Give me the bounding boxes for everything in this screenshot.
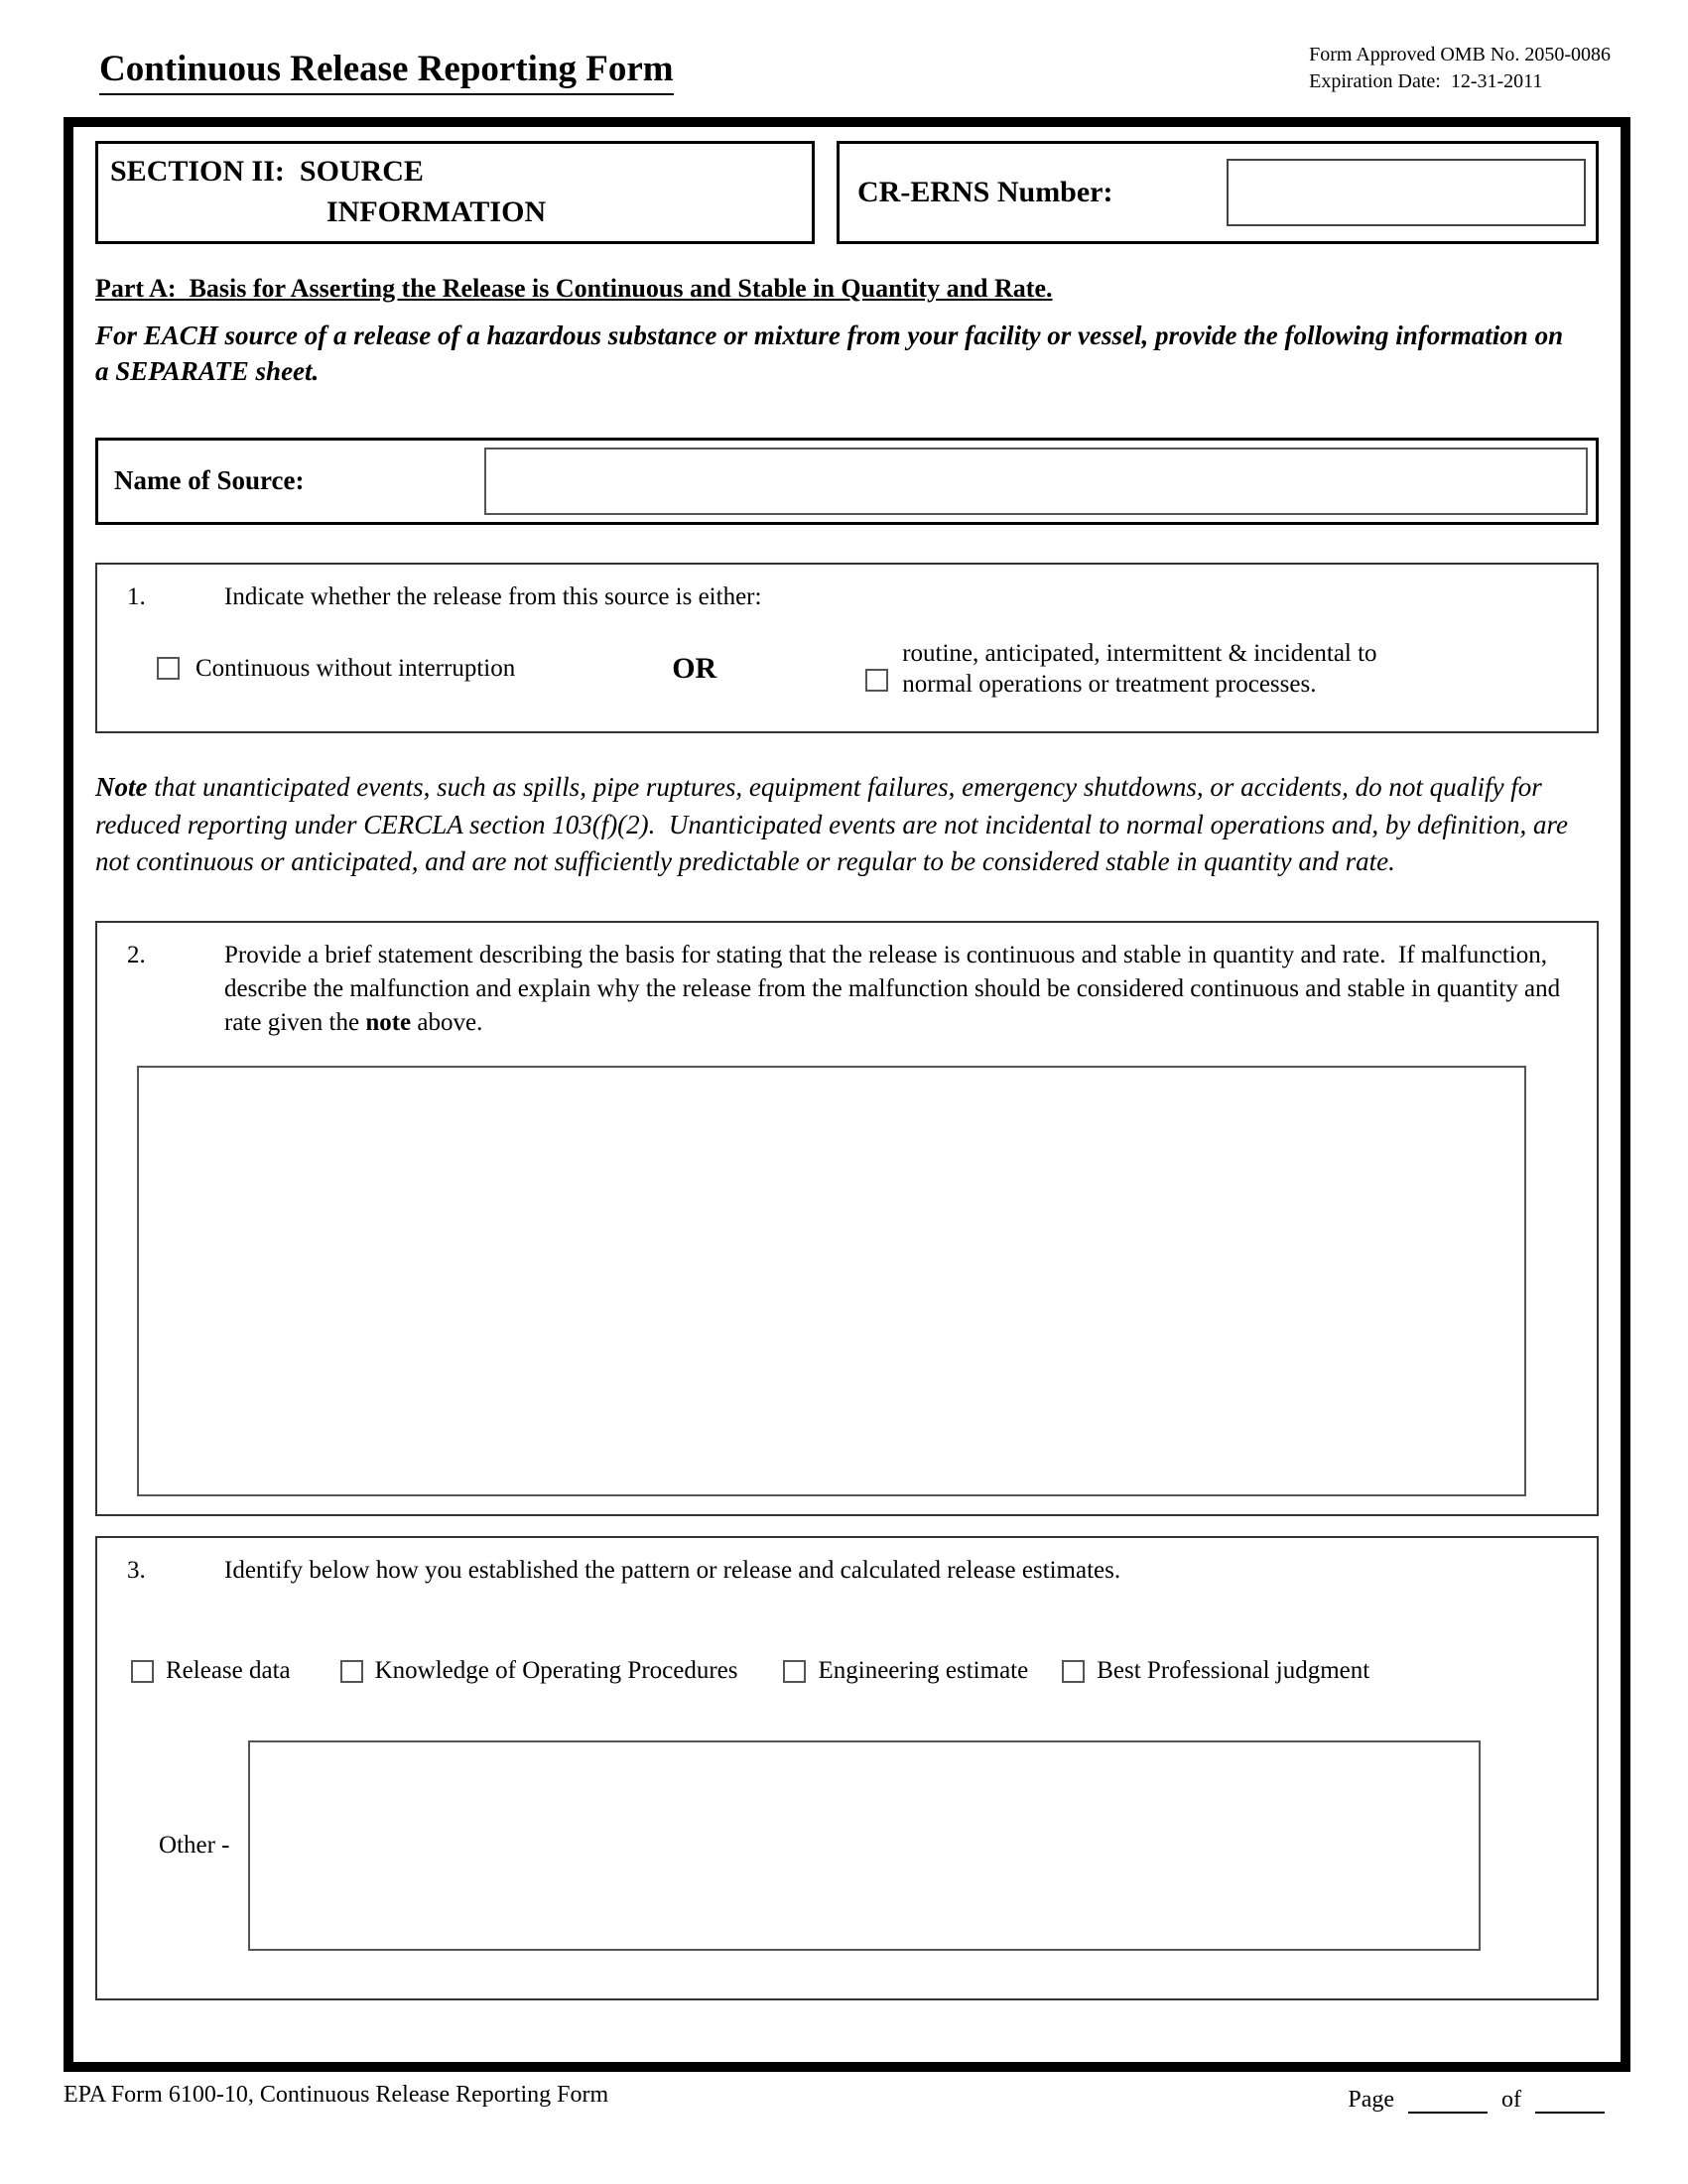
knowledge-option: [340, 1657, 738, 1685]
question-1-number: 1.: [127, 582, 146, 610]
continuous-label: Continuous without interruption: [195, 654, 516, 682]
question-2-prompt: [224, 939, 1573, 1039]
crerns-input[interactable]: [1227, 159, 1586, 226]
name-of-source-input[interactable]: [484, 448, 1588, 515]
crerns-label: CR-ERNS Number:: [857, 176, 1113, 208]
form-title: Continuous Release Reporting Form: [99, 48, 674, 95]
question-3-box: [95, 1536, 1599, 2000]
knowledge-label: Knowledge of Operating Procedures: [374, 1657, 738, 1685]
other-input[interactable]: [248, 1740, 1481, 1951]
routine-label: routine, anticipated, intermittent & incidental to normal operations or treatment processes.: [902, 639, 1377, 698]
section-title: [95, 141, 815, 244]
question-2-prompt-part1: Provide a brief statement describing the basis for stating that the release is continuous and stable in quantity and rate. If malfunction, describe the malfunction and explain why the release from the malfunction should be considered continuous and stable in quantity and rate given the: [224, 942, 1567, 1036]
section-title-line2: INFORMATION: [326, 194, 547, 228]
page-footer: [0, 2072, 1688, 2114]
note-body: that unanticipated events, such as spills, pipe ruptures, equipment failures, emergency shutdowns, or accidents, do not qualify for reduced reporting under CERCLA section 103(f)(2). Unanticipated events are not incidental to normal operations and, by definition, are not continuous or anticipated, and are not sufficiently predictable or regular to be considered stable in quantity and rate.: [95, 771, 1575, 877]
knowledge-checkbox[interactable]: [340, 1660, 363, 1683]
omb-approval-text: Form Approved OMB No. 2050-0086: [1309, 44, 1611, 65]
name-of-source-row: [95, 438, 1599, 525]
question-2-prompt-part2: above.: [411, 1008, 483, 1036]
question-3-prompt: Identify below how you established the pattern or release and calculated release estimates.: [224, 1557, 1121, 1585]
total-pages-blank[interactable]: [1535, 2082, 1605, 2114]
release-data-label: Release data: [166, 1657, 291, 1685]
note-paragraph: [95, 769, 1599, 881]
question-3-number: 3.: [127, 1557, 146, 1585]
question-2-box: [95, 921, 1599, 1516]
expiration-text: Expiration Date: 12-31-2011: [1309, 70, 1543, 92]
page-label: Page: [1348, 2087, 1394, 2113]
or-label: OR: [672, 651, 717, 685]
other-row: [127, 1740, 1573, 1951]
routine-checkbox[interactable]: [865, 669, 888, 692]
release-data-option: [131, 1657, 291, 1685]
engineering-estimate-checkbox[interactable]: [783, 1660, 806, 1683]
best-judgment-option: [1062, 1657, 1369, 1685]
note-lead: Note: [95, 771, 148, 802]
footer-form-id: EPA Form 6100-10, Continuous Release Reporting Form: [64, 2082, 609, 2108]
section-title-line1: SECTION II: SOURCE: [110, 155, 424, 188]
best-judgment-label: Best Professional judgment: [1097, 1657, 1370, 1685]
question-1-options: [127, 638, 1573, 701]
question-2-prompt-bold: note: [365, 1008, 412, 1036]
engineering-estimate-option: [783, 1657, 1028, 1685]
release-data-checkbox[interactable]: [131, 1660, 154, 1683]
section-header-row: [95, 141, 1599, 244]
question-2-number: 2.: [127, 942, 146, 969]
other-label: Other -: [159, 1832, 230, 1860]
page-of-block: [1348, 2082, 1619, 2114]
engineering-estimate-label: Engineering estimate: [818, 1657, 1029, 1685]
question-1-prompt: Indicate whether the release from this source is either:: [224, 582, 762, 610]
of-label: of: [1501, 2087, 1521, 2113]
continuous-checkbox[interactable]: [157, 657, 180, 680]
approval-block: [1309, 42, 1611, 95]
part-a-instructions: For EACH source of a release of a hazardous substance or mixture from your facility or vessel, provide the following information on a SEPARATE sheet.: [95, 321, 1564, 387]
part-a-heading: Part A: Basis for Asserting the Release is Continuous and Stable in Quantity and Rate.: [95, 274, 1053, 303]
name-of-source-label: Name of Source:: [114, 465, 305, 496]
basis-statement-input[interactable]: [137, 1066, 1526, 1496]
best-judgment-checkbox[interactable]: [1062, 1660, 1085, 1683]
question-3-options: [127, 1657, 1573, 1685]
crerns-number-box: [837, 141, 1599, 244]
form-body: [64, 117, 1630, 2072]
question-1-box: [95, 563, 1599, 733]
page-number-blank[interactable]: [1408, 2082, 1488, 2114]
page-header: [0, 0, 1688, 95]
